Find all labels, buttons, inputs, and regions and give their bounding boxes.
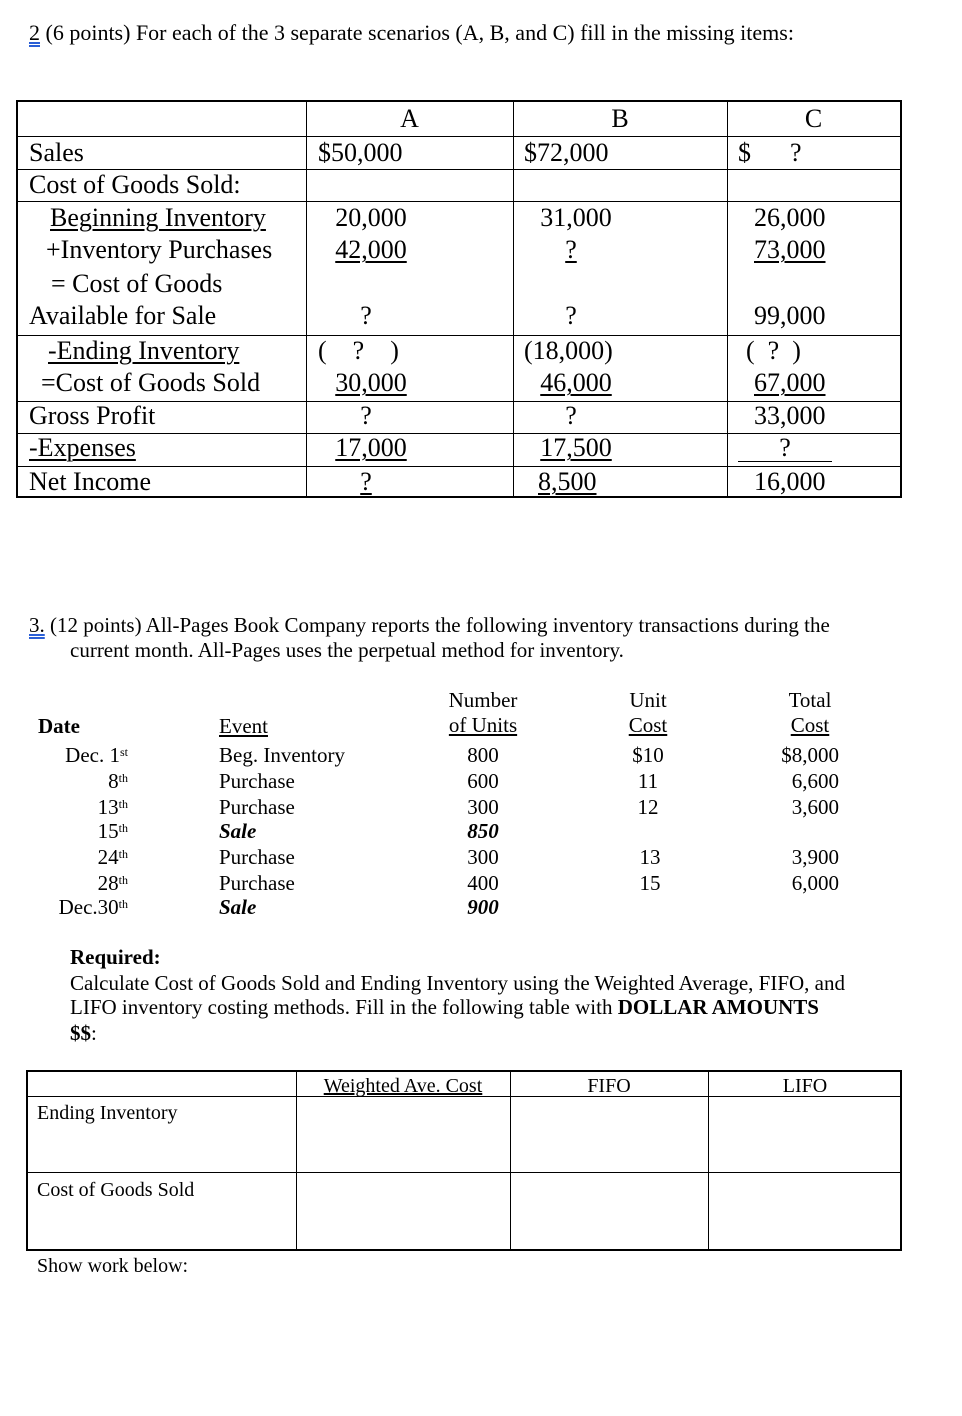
- tx-date-suffix: th: [118, 847, 128, 861]
- label-ending-inventory: -Ending Inventory: [48, 336, 240, 365]
- a-gross-profit: ?: [360, 401, 372, 430]
- a-net-income: ?: [360, 467, 372, 496]
- answer-cogs-lifo[interactable]: [710, 1174, 899, 1248]
- tx-unit-cost: 15: [639, 871, 661, 895]
- tx-date-suffix: st: [119, 745, 128, 759]
- b-ending-inventory: (18,000): [524, 336, 613, 365]
- a-purchases: 42,000: [335, 235, 407, 264]
- tx-date-suffix: th: [118, 797, 128, 811]
- col-lifo: LIFO: [782, 1075, 828, 1097]
- tx-date: Dec.30: [58, 895, 119, 919]
- c-net-income: 16,000: [754, 467, 826, 496]
- c-gross-profit: 33,000: [754, 401, 826, 430]
- tx-event: Purchase: [219, 871, 295, 895]
- col-fifo: FIFO: [587, 1075, 631, 1097]
- tx-total: $8,000: [781, 743, 839, 767]
- tx-total: 3,900: [791, 845, 839, 869]
- answer-cogs-weighted[interactable]: [298, 1174, 509, 1248]
- q2-heading: [29, 20, 794, 46]
- tx-unit-cost: $10: [632, 743, 664, 767]
- a-sales: $50,000: [318, 138, 403, 167]
- c-sales-dollar: $: [738, 138, 751, 167]
- show-work-label: Show work below:: [37, 1255, 189, 1277]
- table-row: [20, 743, 128, 767]
- label-cogas-line1: = Cost of Goods: [51, 269, 223, 298]
- tx-date: 8: [108, 769, 119, 793]
- tx-date: 24: [97, 845, 119, 869]
- tx-unit-cost: 13: [639, 845, 661, 869]
- tx-date-suffix: th: [118, 771, 128, 785]
- a-cogas: ?: [360, 301, 372, 330]
- c-sales: ?: [790, 138, 802, 167]
- a-beginning-inventory: 20,000: [335, 203, 407, 232]
- col-header-b: B: [611, 104, 629, 133]
- tx-date: 13: [97, 795, 119, 819]
- tx-total: 6,000: [791, 871, 839, 895]
- label-cogs-header: Cost of Goods Sold:: [29, 170, 241, 199]
- required-line3: [70, 1021, 97, 1046]
- tx-units: 900: [467, 895, 499, 919]
- label-inventory-purchases: +Inventory Purchases: [46, 235, 273, 264]
- tx-date-suffix: th: [118, 897, 128, 911]
- tx-date: 15: [97, 819, 119, 843]
- required-label: Required:: [70, 945, 161, 969]
- b-expenses: 17,500: [540, 433, 612, 462]
- header-total-cost-line1: Total: [788, 688, 832, 712]
- tx-event: Purchase: [219, 795, 295, 819]
- header-event: Event: [219, 714, 268, 738]
- b-cogas: ?: [565, 301, 577, 330]
- a-cogs: 30,000: [335, 368, 407, 397]
- tx-units: 400: [467, 871, 499, 895]
- label-beginning-inventory: Beginning Inventory: [50, 203, 266, 232]
- a-expenses: 17,000: [335, 433, 407, 462]
- q3-heading-line1: [29, 613, 830, 638]
- b-beginning-inventory: 31,000: [540, 203, 612, 232]
- tx-event: Purchase: [219, 845, 295, 869]
- tx-event: Beg. Inventory: [219, 743, 345, 767]
- q2-number: 2: [29, 20, 40, 45]
- tx-units: 300: [467, 795, 499, 819]
- tx-total: 3,600: [791, 795, 839, 819]
- header-unit-cost-line2: Cost: [628, 713, 668, 737]
- label-sales: Sales: [29, 138, 84, 167]
- table-row: [20, 895, 128, 919]
- tx-units: 300: [467, 845, 499, 869]
- tx-event: Sale: [219, 819, 257, 843]
- b-gross-profit: ?: [565, 401, 577, 430]
- table-row: [20, 819, 128, 843]
- col-weighted-average: Weighted Ave. Cost: [323, 1075, 483, 1097]
- required-bold: DOLLAR AMOUNTS: [617, 995, 819, 1019]
- label-expenses: -Expenses: [29, 433, 136, 462]
- c-expenses: ?: [738, 433, 832, 462]
- answer-cogs-fifo[interactable]: [512, 1174, 707, 1248]
- tx-units: 850: [467, 819, 499, 843]
- required-line2-text: LIFO inventory costing methods. Fill in the following table with: [70, 995, 618, 1019]
- header-units-line1: Number: [448, 688, 518, 712]
- b-net-income: 8,500: [538, 467, 597, 496]
- row-ending-inventory: Ending Inventory: [37, 1102, 178, 1124]
- c-ending-inventory: ( ? ): [746, 336, 801, 365]
- required-line1: Calculate Cost of Goods Sold and Ending Inventory using the Weighted Average, FIFO, and: [70, 971, 846, 995]
- c-purchases: 73,000: [754, 235, 826, 264]
- q3-number: 3.: [29, 613, 45, 637]
- b-sales: $72,000: [524, 138, 609, 167]
- required-dollars: $$: [70, 1021, 91, 1045]
- c-cogs: 67,000: [754, 368, 826, 397]
- answer-ending-inventory-weighted[interactable]: [298, 1098, 509, 1171]
- tx-date-suffix: th: [118, 873, 128, 887]
- tx-event: Purchase: [219, 769, 295, 793]
- header-unit-cost-line1: Unit: [629, 688, 667, 712]
- header-units-line2: of Units: [448, 713, 518, 737]
- header-date: Date: [38, 714, 80, 738]
- tx-date-suffix: th: [118, 821, 128, 835]
- tx-date: 28: [97, 871, 119, 895]
- tx-units: 600: [467, 769, 499, 793]
- q3-heading-line2: current month. All-Pages uses the perpetual method for inventory.: [70, 638, 624, 662]
- answer-ending-inventory-lifo[interactable]: [710, 1098, 899, 1171]
- b-cogs: 46,000: [540, 368, 612, 397]
- tx-total: 6,600: [791, 769, 839, 793]
- tx-unit-cost: 12: [637, 795, 659, 819]
- c-cogas: 99,000: [754, 301, 826, 330]
- q2-heading-text: (6 points) For each of the 3 separate scenarios (A, B, and C) fill in the missing items:: [45, 20, 794, 45]
- tx-unit-cost: 11: [637, 769, 659, 793]
- row-cost-of-goods-sold: Cost of Goods Sold: [37, 1179, 195, 1201]
- header-total-cost-line2: Cost: [790, 713, 830, 737]
- q3-heading-text: (12 points) All-Pages Book Company reports the following inventory transactions during the: [50, 613, 830, 637]
- label-net-income: Net Income: [29, 467, 152, 496]
- table-row: [20, 795, 128, 819]
- tx-date: Dec. 1: [65, 743, 120, 767]
- col-header-a: A: [400, 104, 419, 133]
- required-line2: [70, 995, 819, 1020]
- label-gross-profit: Gross Profit: [29, 401, 156, 430]
- tx-units: 800: [467, 743, 499, 767]
- tx-event: Sale: [219, 895, 257, 919]
- col-header-c: C: [804, 104, 823, 133]
- required-colon: :: [91, 1021, 97, 1045]
- answer-ending-inventory-fifo[interactable]: [512, 1098, 707, 1171]
- table-row: [20, 845, 128, 869]
- label-available-for-sale: Available for Sale: [29, 301, 217, 330]
- a-ending-inventory: ( ? ): [318, 336, 399, 365]
- table-row: [20, 769, 128, 793]
- label-cost-of-goods-sold: =Cost of Goods Sold: [41, 368, 261, 397]
- c-beginning-inventory: 26,000: [754, 203, 826, 232]
- table-row: [20, 871, 128, 895]
- b-purchases: ?: [565, 235, 577, 264]
